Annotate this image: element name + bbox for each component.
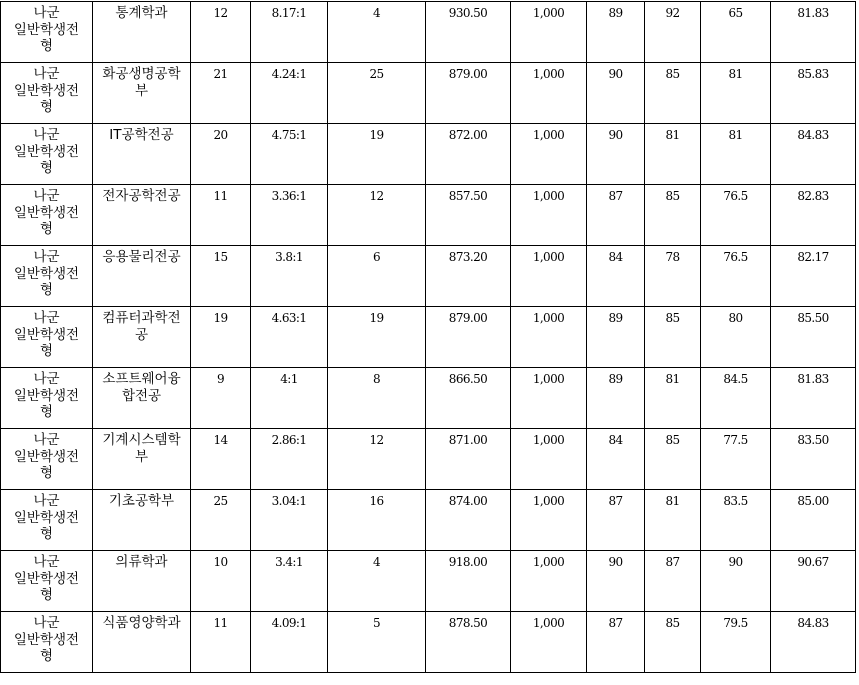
table-body bbox=[1, 2, 856, 673]
max-score-cell-text: 1,000 bbox=[532, 555, 565, 569]
department-cell-text: 전자공학전공 bbox=[102, 188, 181, 204]
table-row bbox=[1, 368, 856, 429]
quota-cell bbox=[191, 429, 251, 490]
max-score-cell-text: 1,000 bbox=[532, 6, 565, 20]
grade-cell-1 bbox=[587, 63, 645, 124]
score-cell-text: 879.00 bbox=[448, 67, 488, 81]
grade-cell-2-text: 81 bbox=[665, 372, 680, 386]
quota-cell bbox=[191, 124, 251, 185]
grade-cell-3-text: 77.5 bbox=[723, 433, 748, 447]
waitlist-cell-text: 19 bbox=[369, 128, 384, 142]
average-cell-text: 81.83 bbox=[797, 372, 829, 386]
average-cell bbox=[771, 612, 856, 673]
quota-cell bbox=[191, 307, 251, 368]
score-cell bbox=[426, 185, 511, 246]
score-cell bbox=[426, 124, 511, 185]
admission-type-cell bbox=[1, 612, 93, 673]
admission-type-cell-text: 나군 일반학생전 형 bbox=[13, 432, 80, 481]
competition-ratio-cell bbox=[251, 612, 328, 673]
department-cell-text: 의류학과 bbox=[115, 554, 168, 570]
grade-cell-1 bbox=[587, 2, 645, 63]
grade-cell-2 bbox=[645, 124, 701, 185]
department-cell bbox=[93, 307, 191, 368]
grade-cell-2 bbox=[645, 307, 701, 368]
grade-cell-2-text: 87 bbox=[665, 555, 680, 569]
average-cell-text: 85.50 bbox=[797, 311, 829, 325]
grade-cell-3-text: 84.5 bbox=[723, 372, 748, 386]
quota-cell-text: 11 bbox=[213, 616, 228, 630]
grade-cell-3-text: 76.5 bbox=[723, 189, 748, 203]
quota-cell-text: 20 bbox=[213, 128, 228, 142]
waitlist-cell bbox=[328, 63, 426, 124]
waitlist-cell-text: 12 bbox=[369, 433, 384, 447]
average-cell-text: 90.67 bbox=[797, 555, 829, 569]
score-cell bbox=[426, 246, 511, 307]
grade-cell-1 bbox=[587, 185, 645, 246]
grade-cell-3 bbox=[701, 2, 771, 63]
table-row bbox=[1, 124, 856, 185]
admission-type-cell-text: 나군 일반학생전 형 bbox=[13, 249, 80, 298]
grade-cell-1 bbox=[587, 368, 645, 429]
quota-cell bbox=[191, 368, 251, 429]
competition-ratio-cell bbox=[251, 246, 328, 307]
quota-cell bbox=[191, 2, 251, 63]
waitlist-cell bbox=[328, 246, 426, 307]
waitlist-cell bbox=[328, 551, 426, 612]
quota-cell bbox=[191, 185, 251, 246]
grade-cell-3-text: 90 bbox=[728, 555, 743, 569]
grade-cell-1 bbox=[587, 429, 645, 490]
department-cell-text: 기초공학부 bbox=[108, 493, 175, 509]
department-cell bbox=[93, 490, 191, 551]
grade-cell-2-text: 92 bbox=[665, 6, 680, 20]
grade-cell-1-text: 87 bbox=[608, 189, 623, 203]
department-cell-text: 소프트웨어융 합전공 bbox=[102, 371, 181, 404]
grade-cell-1 bbox=[587, 124, 645, 185]
max-score-cell bbox=[511, 185, 587, 246]
grade-cell-3-text: 81 bbox=[728, 128, 743, 142]
grade-cell-1 bbox=[587, 246, 645, 307]
grade-cell-2 bbox=[645, 2, 701, 63]
grade-cell-3 bbox=[701, 124, 771, 185]
max-score-cell bbox=[511, 490, 587, 551]
waitlist-cell-text: 16 bbox=[369, 494, 384, 508]
department-cell-text: 응용물리전공 bbox=[102, 249, 181, 265]
table-row bbox=[1, 429, 856, 490]
quota-cell-text: 11 bbox=[213, 189, 228, 203]
competition-ratio-cell bbox=[251, 368, 328, 429]
grade-cell-1 bbox=[587, 490, 645, 551]
average-cell-text: 81.83 bbox=[797, 6, 829, 20]
grade-cell-3 bbox=[701, 63, 771, 124]
table-row bbox=[1, 246, 856, 307]
waitlist-cell-text: 25 bbox=[369, 67, 384, 81]
score-cell-text: 878.50 bbox=[448, 616, 488, 630]
grade-cell-1 bbox=[587, 612, 645, 673]
competition-ratio-cell bbox=[251, 185, 328, 246]
grade-cell-3 bbox=[701, 490, 771, 551]
quota-cell bbox=[191, 63, 251, 124]
grade-cell-2 bbox=[645, 612, 701, 673]
grade-cell-3 bbox=[701, 551, 771, 612]
average-cell bbox=[771, 307, 856, 368]
competition-ratio-cell-text: 4.75:1 bbox=[271, 128, 307, 142]
max-score-cell-text: 1,000 bbox=[532, 433, 565, 447]
department-cell-text: 식품영양학과 bbox=[102, 615, 181, 631]
grade-cell-2-text: 85 bbox=[665, 67, 680, 81]
max-score-cell bbox=[511, 246, 587, 307]
admission-type-cell-text: 나군 일반학생전 형 bbox=[13, 554, 80, 603]
competition-ratio-cell-text: 3.8:1 bbox=[275, 250, 303, 264]
score-cell bbox=[426, 63, 511, 124]
admission-type-cell bbox=[1, 551, 93, 612]
competition-ratio-cell-text: 3.36:1 bbox=[271, 189, 307, 203]
score-cell bbox=[426, 2, 511, 63]
max-score-cell bbox=[511, 2, 587, 63]
average-cell-text: 84.83 bbox=[797, 128, 829, 142]
grade-cell-2-text: 81 bbox=[665, 128, 680, 142]
competition-ratio-cell-text: 4:1 bbox=[280, 372, 298, 386]
grade-cell-1-text: 90 bbox=[608, 555, 623, 569]
score-cell bbox=[426, 490, 511, 551]
waitlist-cell bbox=[328, 124, 426, 185]
score-cell-text: 874.00 bbox=[448, 494, 488, 508]
grade-cell-2 bbox=[645, 246, 701, 307]
quota-cell-text: 14 bbox=[213, 433, 228, 447]
waitlist-cell bbox=[328, 2, 426, 63]
grade-cell-2-text: 85 bbox=[665, 433, 680, 447]
department-cell bbox=[93, 185, 191, 246]
admission-type-cell-text: 나군 일반학생전 형 bbox=[13, 310, 80, 359]
grade-cell-1-text: 89 bbox=[608, 311, 623, 325]
grade-cell-2-text: 85 bbox=[665, 616, 680, 630]
score-cell bbox=[426, 612, 511, 673]
max-score-cell-text: 1,000 bbox=[532, 494, 565, 508]
admission-type-cell bbox=[1, 246, 93, 307]
department-cell bbox=[93, 551, 191, 612]
department-cell bbox=[93, 429, 191, 490]
score-cell bbox=[426, 429, 511, 490]
admission-type-cell bbox=[1, 307, 93, 368]
grade-cell-1-text: 87 bbox=[608, 494, 623, 508]
grade-cell-3-text: 76.5 bbox=[723, 250, 748, 264]
grade-cell-1-text: 89 bbox=[608, 372, 623, 386]
grade-cell-2-text: 78 bbox=[665, 250, 680, 264]
grade-cell-1-text: 90 bbox=[608, 128, 623, 142]
competition-ratio-cell-text: 2.86:1 bbox=[271, 433, 307, 447]
grade-cell-2 bbox=[645, 429, 701, 490]
admission-results-table bbox=[0, 1, 856, 673]
department-cell bbox=[93, 124, 191, 185]
admission-type-cell-text: 나군 일반학생전 형 bbox=[13, 127, 80, 176]
grade-cell-2 bbox=[645, 368, 701, 429]
average-cell-text: 85.83 bbox=[797, 67, 829, 81]
max-score-cell-text: 1,000 bbox=[532, 189, 565, 203]
max-score-cell bbox=[511, 368, 587, 429]
average-cell bbox=[771, 185, 856, 246]
grade-cell-3-text: 83.5 bbox=[723, 494, 748, 508]
score-cell-text: 918.00 bbox=[448, 555, 488, 569]
grade-cell-3-text: 65 bbox=[728, 6, 743, 20]
average-cell-text: 83.50 bbox=[797, 433, 829, 447]
admission-type-cell bbox=[1, 490, 93, 551]
competition-ratio-cell bbox=[251, 63, 328, 124]
competition-ratio-cell bbox=[251, 490, 328, 551]
admission-type-cell-text: 나군 일반학생전 형 bbox=[13, 66, 80, 115]
competition-ratio-cell bbox=[251, 124, 328, 185]
average-cell-text: 84.83 bbox=[797, 616, 829, 630]
admission-type-cell bbox=[1, 368, 93, 429]
admission-type-cell bbox=[1, 429, 93, 490]
admission-type-cell-text: 나군 일반학생전 형 bbox=[13, 188, 80, 237]
grade-cell-2 bbox=[645, 490, 701, 551]
grade-cell-2-text: 85 bbox=[665, 311, 680, 325]
waitlist-cell bbox=[328, 185, 426, 246]
admission-type-cell-text: 나군 일반학생전 형 bbox=[13, 615, 80, 664]
average-cell bbox=[771, 124, 856, 185]
max-score-cell-text: 1,000 bbox=[532, 616, 565, 630]
department-cell-text: 기계시스템학 부 bbox=[102, 432, 181, 465]
grade-cell-3 bbox=[701, 612, 771, 673]
quota-cell bbox=[191, 490, 251, 551]
grade-cell-1-text: 84 bbox=[608, 433, 623, 447]
average-cell bbox=[771, 368, 856, 429]
grade-cell-2 bbox=[645, 551, 701, 612]
waitlist-cell-text: 12 bbox=[369, 189, 384, 203]
table-row bbox=[1, 307, 856, 368]
average-cell bbox=[771, 551, 856, 612]
score-cell bbox=[426, 368, 511, 429]
department-cell-text: 컴퓨터과학전 공 bbox=[102, 310, 181, 343]
quota-cell-text: 12 bbox=[213, 6, 228, 20]
grade-cell-3 bbox=[701, 185, 771, 246]
grade-cell-3 bbox=[701, 368, 771, 429]
max-score-cell-text: 1,000 bbox=[532, 311, 565, 325]
grade-cell-3-text: 79.5 bbox=[723, 616, 748, 630]
quota-cell bbox=[191, 551, 251, 612]
grade-cell-3-text: 81 bbox=[728, 67, 743, 81]
quota-cell-text: 9 bbox=[216, 372, 225, 386]
competition-ratio-cell-text: 4.09:1 bbox=[271, 616, 307, 630]
waitlist-cell bbox=[328, 307, 426, 368]
grade-cell-2 bbox=[645, 185, 701, 246]
department-cell bbox=[93, 612, 191, 673]
max-score-cell-text: 1,000 bbox=[532, 128, 565, 142]
grade-cell-1-text: 89 bbox=[608, 6, 623, 20]
competition-ratio-cell bbox=[251, 2, 328, 63]
max-score-cell bbox=[511, 307, 587, 368]
grade-cell-3 bbox=[701, 246, 771, 307]
waitlist-cell bbox=[328, 490, 426, 551]
quota-cell-text: 19 bbox=[213, 311, 228, 325]
average-cell-text: 82.17 bbox=[797, 250, 829, 264]
max-score-cell-text: 1,000 bbox=[532, 250, 565, 264]
waitlist-cell bbox=[328, 612, 426, 673]
competition-ratio-cell bbox=[251, 307, 328, 368]
admission-type-cell bbox=[1, 185, 93, 246]
max-score-cell bbox=[511, 551, 587, 612]
waitlist-cell-text: 8 bbox=[372, 372, 381, 386]
average-cell-text: 82.83 bbox=[797, 189, 829, 203]
waitlist-cell-text: 4 bbox=[372, 6, 381, 20]
table-row bbox=[1, 2, 856, 63]
grade-cell-1-text: 87 bbox=[608, 616, 623, 630]
admission-type-cell-text: 나군 일반학생전 형 bbox=[13, 371, 80, 420]
score-cell-text: 857.50 bbox=[448, 189, 488, 203]
department-cell bbox=[93, 63, 191, 124]
quota-cell bbox=[191, 612, 251, 673]
admission-type-cell bbox=[1, 124, 93, 185]
grade-cell-1-text: 84 bbox=[608, 250, 623, 264]
average-cell bbox=[771, 2, 856, 63]
score-cell-text: 866.50 bbox=[448, 372, 488, 386]
grade-cell-1 bbox=[587, 307, 645, 368]
waitlist-cell bbox=[328, 429, 426, 490]
competition-ratio-cell-text: 8.17:1 bbox=[271, 6, 307, 20]
table-row bbox=[1, 612, 856, 673]
average-cell bbox=[771, 63, 856, 124]
max-score-cell bbox=[511, 124, 587, 185]
grade-cell-3 bbox=[701, 307, 771, 368]
competition-ratio-cell-text: 3.04:1 bbox=[271, 494, 307, 508]
score-cell-text: 872.00 bbox=[448, 128, 488, 142]
max-score-cell bbox=[511, 612, 587, 673]
department-cell bbox=[93, 2, 191, 63]
max-score-cell bbox=[511, 429, 587, 490]
table-row bbox=[1, 551, 856, 612]
grade-cell-2 bbox=[645, 63, 701, 124]
competition-ratio-cell-text: 3.4:1 bbox=[275, 555, 303, 569]
grade-cell-2-text: 85 bbox=[665, 189, 680, 203]
department-cell-text: 화공생명공학 부 bbox=[102, 66, 181, 99]
score-cell-text: 871.00 bbox=[448, 433, 488, 447]
department-cell bbox=[93, 246, 191, 307]
competition-ratio-cell bbox=[251, 429, 328, 490]
max-score-cell bbox=[511, 63, 587, 124]
max-score-cell-text: 1,000 bbox=[532, 67, 565, 81]
waitlist-cell-text: 19 bbox=[369, 311, 384, 325]
admission-type-cell-text: 나군 일반학생전 형 bbox=[13, 493, 80, 542]
grade-cell-3-text: 80 bbox=[728, 311, 743, 325]
quota-cell-text: 10 bbox=[213, 555, 228, 569]
max-score-cell-text: 1,000 bbox=[532, 372, 565, 386]
department-cell-text: 통계학과 bbox=[115, 5, 168, 21]
score-cell bbox=[426, 551, 511, 612]
average-cell bbox=[771, 246, 856, 307]
score-cell-text: 879.00 bbox=[448, 311, 488, 325]
department-cell bbox=[93, 368, 191, 429]
waitlist-cell-text: 6 bbox=[372, 250, 381, 264]
waitlist-cell-text: 4 bbox=[372, 555, 381, 569]
average-cell bbox=[771, 490, 856, 551]
grade-cell-2-text: 81 bbox=[665, 494, 680, 508]
score-cell-text: 930.50 bbox=[448, 6, 488, 20]
average-cell bbox=[771, 429, 856, 490]
table-row bbox=[1, 490, 856, 551]
score-cell-text: 873.20 bbox=[448, 250, 488, 264]
grade-cell-1-text: 90 bbox=[608, 67, 623, 81]
grade-cell-1 bbox=[587, 551, 645, 612]
competition-ratio-cell-text: 4.24:1 bbox=[271, 67, 307, 81]
table-row bbox=[1, 63, 856, 124]
table-row bbox=[1, 185, 856, 246]
quota-cell-text: 25 bbox=[213, 494, 228, 508]
department-cell-text: IT공학전공 bbox=[109, 127, 174, 143]
quota-cell bbox=[191, 246, 251, 307]
quota-cell-text: 15 bbox=[213, 250, 228, 264]
admission-type-cell-text: 나군 일반학생전 형 bbox=[13, 5, 80, 54]
competition-ratio-cell-text: 4.63:1 bbox=[271, 311, 307, 325]
waitlist-cell-text: 5 bbox=[372, 616, 381, 630]
admission-type-cell bbox=[1, 2, 93, 63]
admission-type-cell bbox=[1, 63, 93, 124]
grade-cell-3 bbox=[701, 429, 771, 490]
waitlist-cell bbox=[328, 368, 426, 429]
average-cell-text: 85.00 bbox=[797, 494, 829, 508]
score-cell bbox=[426, 307, 511, 368]
quota-cell-text: 21 bbox=[213, 67, 228, 81]
competition-ratio-cell bbox=[251, 551, 328, 612]
